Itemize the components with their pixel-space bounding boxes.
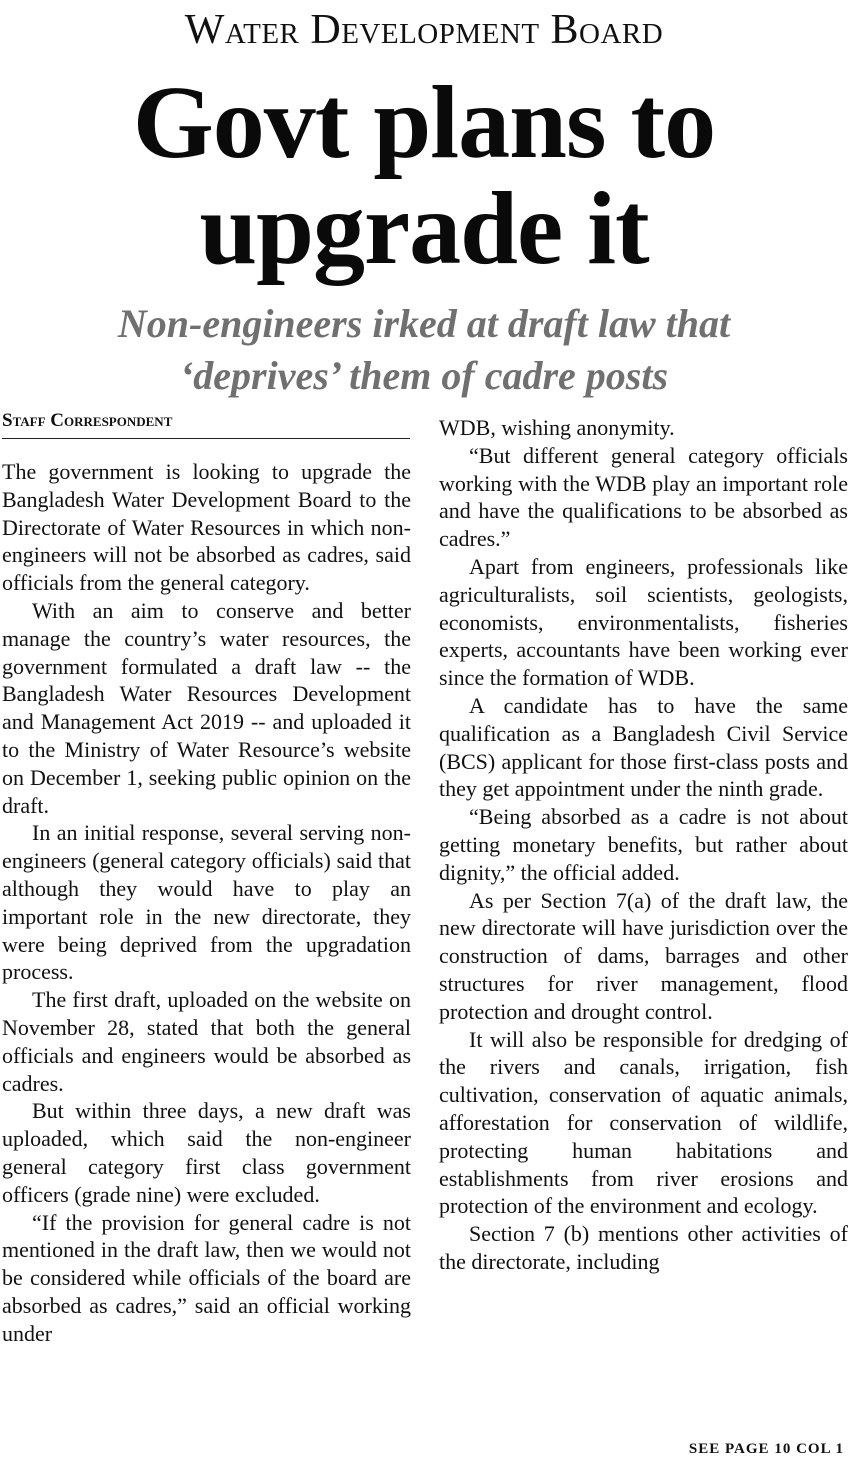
- byline: Staff Correspondent: [2, 410, 410, 439]
- paragraph: “But different general category officials working with the WDB play an important role and have the qualifications to be absorbed as cadres.”: [439, 442, 848, 552]
- right-column: [439, 414, 848, 1276]
- subhead-line-2: ‘deprives’ them of cadre posts: [179, 353, 669, 398]
- left-column: [2, 458, 411, 1348]
- headline-line-1: Govt plans to: [132, 65, 716, 180]
- paragraph: As per Section 7(a) of the draft law, the new directorate will have jurisdiction over the construction of dams, barrages and other structures for river management, flood protection and drought control.: [439, 887, 848, 1024]
- subheadline: [0, 298, 848, 402]
- paragraph: It will also be responsible for dredging of the rivers and canals, irrigation, fish cultivation, conservation of aquatic animals, afforestation for conservation of wildlife, protecting human habitations and establishments from river erosions and protection of the environment and ecology.: [439, 1026, 848, 1219]
- paragraph: In an initial response, several serving non-engineers (general category officials) said that although they would have to play an important role in the new directorate, they were being deprived from the upgradation process.: [2, 820, 411, 985]
- paragraph: “Being absorbed as a cadre is not about getting monetary benefits, but rather about dignity,” the official added.: [439, 804, 848, 885]
- headline-line-2: upgrade it: [199, 171, 649, 286]
- section-kicker: Water Development Board: [184, 7, 664, 53]
- paragraph: The first draft, uploaded on the website on November 28, stated that both the general officials and engineers would be absorbed as cadres.: [2, 987, 411, 1096]
- paragraph: But within three days, a new draft was uploaded, which said the non-engineer general category first class government officers (grade nine) were excluded.: [2, 1098, 411, 1207]
- subhead-line-1: Non-engineers irked at draft law that: [117, 301, 731, 346]
- paragraph: The government is looking to upgrade the Bangladesh Water Development Board to the Directorate of Water Resources in which non-engineers will not be absorbed as cadres, said officials from the general category.: [2, 459, 411, 596]
- continued-jump-line: SEE PAGE 10 COL 1: [688, 1441, 844, 1457]
- headline: [0, 65, 848, 286]
- paragraph: “If the provision for general cadre is not mentioned in the draft law, then we would not be considered while officials of the board are absorbed as cadres,” said an official working under: [2, 1209, 411, 1346]
- paragraph-continued: WDB, wishing anonymity.: [439, 415, 675, 440]
- paragraph: A candidate has to have the same qualification as a Bangladesh Civil Service (BCS) applicant for those first-class posts and they get appointment under the ninth grade.: [439, 692, 848, 802]
- paragraph: With an aim to conserve and better manage the country’s water resources, the government formulated a draft law -- the Bangladesh Water Resources Development and Management Act 2019 -- and uploaded it to the Ministry of Water Resource’s website on December 1, seeking public opinion on the draft.: [2, 597, 411, 818]
- paragraph: Apart from engineers, professionals like agriculturalists, soil scientists, geologists, economists, environmentalists, fisheries experts, accountants have been working ever since the formation of WDB.: [439, 553, 848, 691]
- paragraph: Section 7 (b) mentions other activities of the directorate, including: [439, 1221, 848, 1274]
